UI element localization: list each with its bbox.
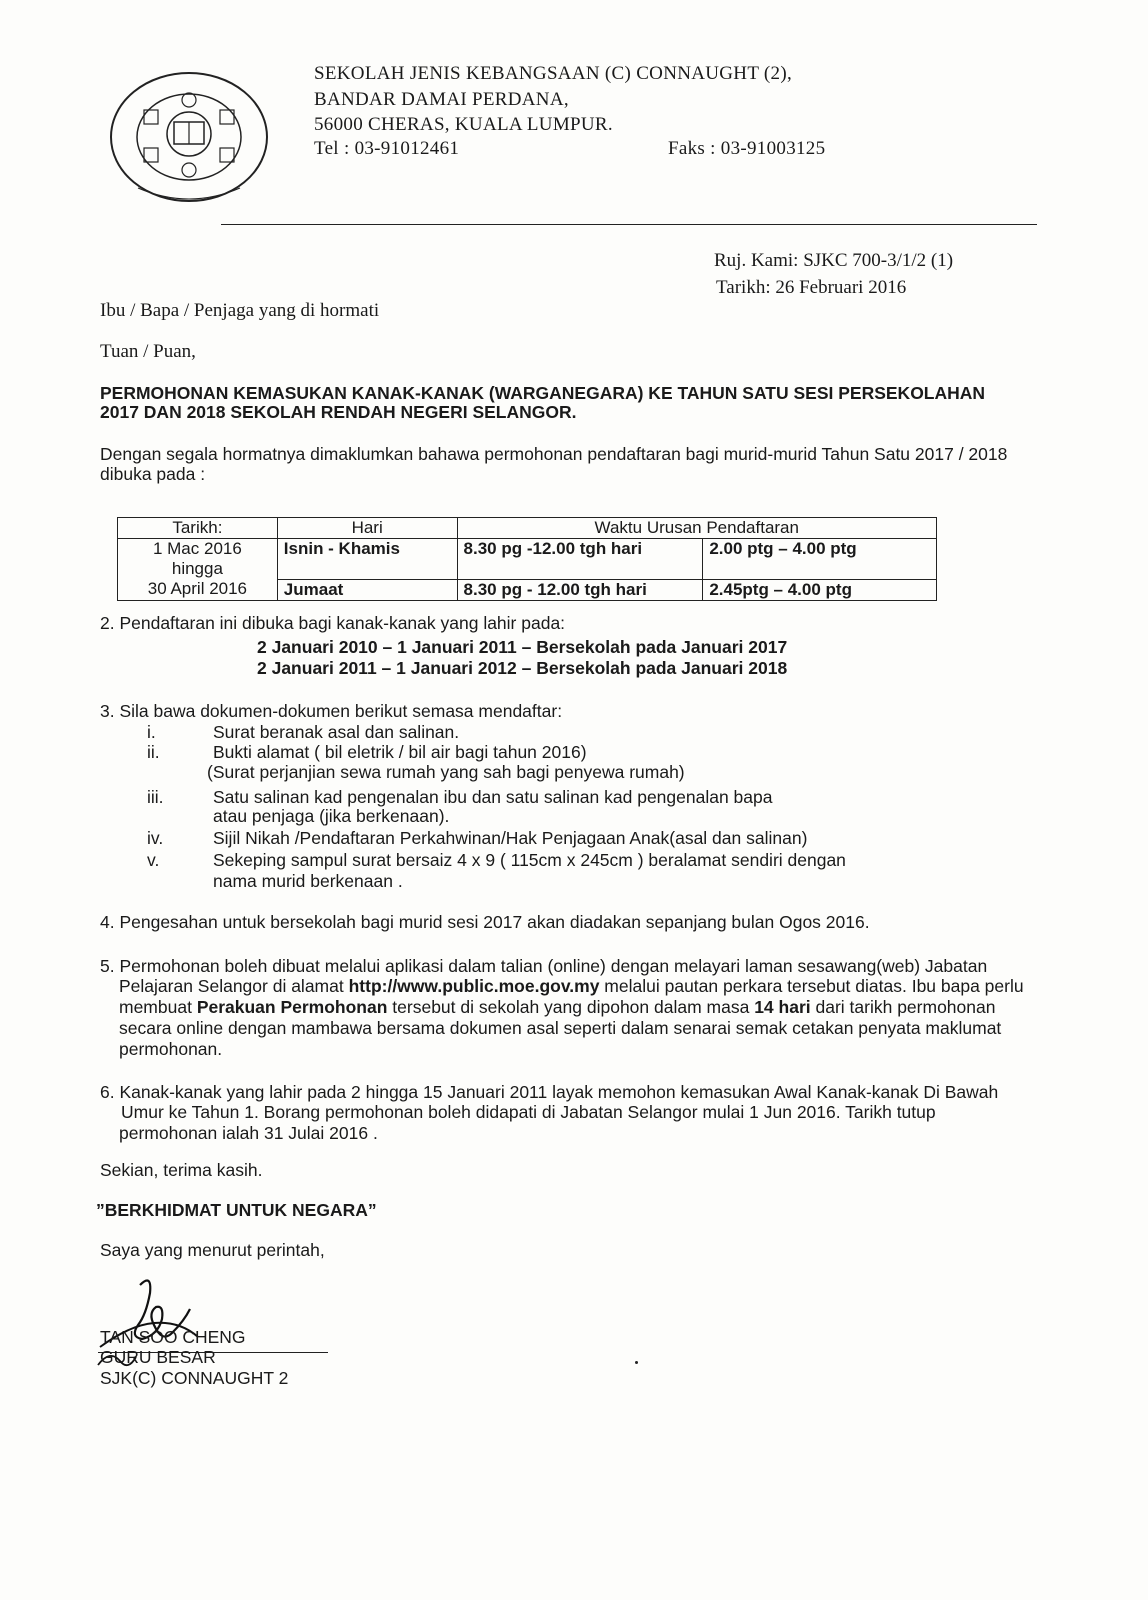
- para-4: 4. Pengesahan untuk bersekolah bagi murid sesi 2017 akan diadakan sepanjang bulan Ogos 2016.: [100, 912, 870, 932]
- list-item: [147, 787, 773, 808]
- para-6-line-2: Umur ke Tahun 1. Borang permohonan boleh didapati di Jabatan Selangor mulai 1 Jun 2016. Tarikh tutup: [121, 1102, 936, 1122]
- list-item-continuation: nama murid berkenaan .: [213, 871, 403, 891]
- signatory-position: GURU BESAR: [100, 1347, 216, 1367]
- para-5-text: Pelajaran Selangor di alamat: [119, 976, 349, 996]
- para-5-line-3: [119, 997, 995, 1018]
- table-row: [118, 539, 937, 580]
- closing-order: Saya yang menurut perintah,: [100, 1240, 325, 1260]
- header-hari: Hari: [277, 518, 457, 539]
- header-tarikh: Tarikh:: [118, 518, 278, 539]
- moe-url-link[interactable]: http://www.public.moe.gov.my: [348, 976, 600, 996]
- days-text: 14 hari: [754, 997, 811, 1017]
- registration-schedule-table: [117, 517, 937, 601]
- para-5-text: membuat: [119, 997, 197, 1017]
- list-item-number: ii.: [147, 742, 160, 762]
- date-range-cell: [118, 539, 278, 601]
- signatory-school: SJK(C) CONNAUGHT 2: [100, 1368, 289, 1388]
- list-item-text: Satu salinan kad pengenalan ibu dan satu salinan kad pengenalan bapa: [213, 787, 773, 807]
- list-item-continuation: atau penjaga (jika berkenaan).: [213, 806, 450, 826]
- closing-thanks: Sekian, terima kasih.: [100, 1160, 263, 1180]
- list-item-number: i.: [147, 722, 156, 742]
- closing-motto: ”BERKHIDMAT UNTUK NEGARA”: [96, 1200, 377, 1220]
- reference-number: Ruj. Kami: SJKC 700-3/1/2 (1): [714, 250, 954, 271]
- para-5-line-5: permohonan.: [119, 1039, 223, 1059]
- para-5-text: melalui pautan perkara tersebut diatas. Ibu bapa perlu: [599, 976, 1024, 996]
- greeting: Tuan / Puan,: [100, 341, 196, 362]
- school-logo: [108, 70, 270, 204]
- list-item: [147, 828, 807, 849]
- morning-cell: 8.30 pg -12.00 tgh hari: [457, 539, 703, 580]
- intro-line-2: dibuka pada :: [100, 464, 206, 484]
- para-2-lead: 2. Pendaftaran ini dibuka bagi kanak-kanak yang lahir pada:: [100, 613, 566, 633]
- day-cell: Isnin - Khamis: [277, 539, 457, 580]
- list-item-number: v.: [147, 850, 160, 870]
- para-6-line-3: permohonan ialah 31 Julai 2016 .: [119, 1123, 378, 1143]
- date-separator: hingga: [171, 559, 223, 578]
- list-item-continuation: (Surat perjanjian sewa rumah yang sah bagi penyewa rumah): [207, 762, 685, 782]
- perakuan-text: Perakuan Permohonan: [196, 997, 388, 1017]
- telephone: Tel : 03-91012461: [314, 138, 460, 159]
- letter-title-line-2: 2017 DAN 2018 SEKOLAH RENDAH NEGERI SELANGOR.: [100, 402, 577, 422]
- address-line-2: 56000 CHERAS, KUALA LUMPUR.: [314, 114, 613, 135]
- para-5-line-4: secara online dengan mambawa bersama dokumen asal seperti dalam senarai semak cetakan penyata maklumat: [119, 1018, 1002, 1038]
- list-item-number: iv.: [147, 828, 164, 848]
- list-item-number: iii.: [147, 787, 164, 807]
- list-item-text: Bukti alamat ( bil eletrik / bil air bagi tahun 2016): [213, 742, 587, 762]
- date-from: 1 Mac 2016: [152, 539, 242, 558]
- fax: Faks : 03-91003125: [668, 138, 826, 159]
- date-to: 30 April 2016: [147, 579, 248, 598]
- para-2-line-1: 2 Januari 2010 – 1 Januari 2011 – Bersekolah pada Januari 2017: [257, 637, 788, 657]
- intro-line-1: Dengan segala hormatnya dimaklumkan bahawa permohonan pendaftaran bagi murid-murid Tahun Satu 2017 / 2018: [100, 444, 1008, 464]
- day-cell: Jumaat: [277, 580, 457, 601]
- para-5-line-2: [119, 976, 1024, 997]
- para-5-text: tersebut di sekolah yang dipohon dalam masa: [387, 997, 755, 1017]
- para-5-text: dari tarikh permohonan: [810, 997, 996, 1017]
- list-item-text: Sekeping sampul surat bersaiz 4 x 9 ( 115cm x 245cm ) beralamat sendiri dengan: [213, 850, 846, 870]
- address-line-1: BANDAR DAMAI PERDANA,: [314, 89, 569, 110]
- table-header-row: [118, 518, 937, 539]
- para-5-line-1: 5. Permohonan boleh dibuat melalui aplikasi dalam talian (online) dengan melayari laman sesawang(web) Jabatan: [100, 956, 988, 976]
- para-3-lead: 3. Sila bawa dokumen-dokumen berikut semasa mendaftar:: [100, 701, 563, 721]
- header-divider: [221, 224, 1037, 225]
- list-item: [147, 742, 587, 763]
- para-6-line-1: 6. Kanak-kanak yang lahir pada 2 hingga 15 Januari 2011 layak memohon kemasukan Awal Kanak-kanak Di Bawah: [100, 1082, 999, 1102]
- list-item-text: Sijil Nikah /Pendaftaran Perkahwinan/Hak Penjagaan Anak(asal dan salinan): [213, 828, 808, 848]
- addressee: Ibu / Bapa / Penjaga yang di hormati: [100, 300, 380, 321]
- school-name: SEKOLAH JENIS KEBANGSAAN (C) CONNAUGHT (2),: [314, 63, 793, 84]
- letter-title-line-1: PERMOHONAN KEMASUKAN KANAK-KANAK (WARGANEGARA) KE TAHUN SATU SESI PERSEKOLAHAN: [100, 383, 986, 403]
- afternoon-cell: 2.00 ptg – 4.00 ptg: [703, 539, 937, 580]
- signatory-name: TAN SOO CHENG: [100, 1327, 246, 1347]
- list-item-text: Surat beranak asal dan salinan.: [213, 722, 460, 742]
- header-waktu: Waktu Urusan Pendaftaran: [457, 518, 936, 539]
- letter-date: Tarikh: 26 Februari 2016: [716, 277, 907, 298]
- para-2-line-2: 2 Januari 2011 – 1 Januari 2012 – Bersekolah pada Januari 2018: [257, 658, 788, 678]
- list-item: [147, 722, 459, 743]
- list-item: [147, 850, 846, 871]
- morning-cell: 8.30 pg - 12.00 tgh hari: [457, 580, 703, 601]
- stray-mark: [635, 1361, 638, 1364]
- afternoon-cell: 2.45ptg – 4.00 ptg: [703, 580, 937, 601]
